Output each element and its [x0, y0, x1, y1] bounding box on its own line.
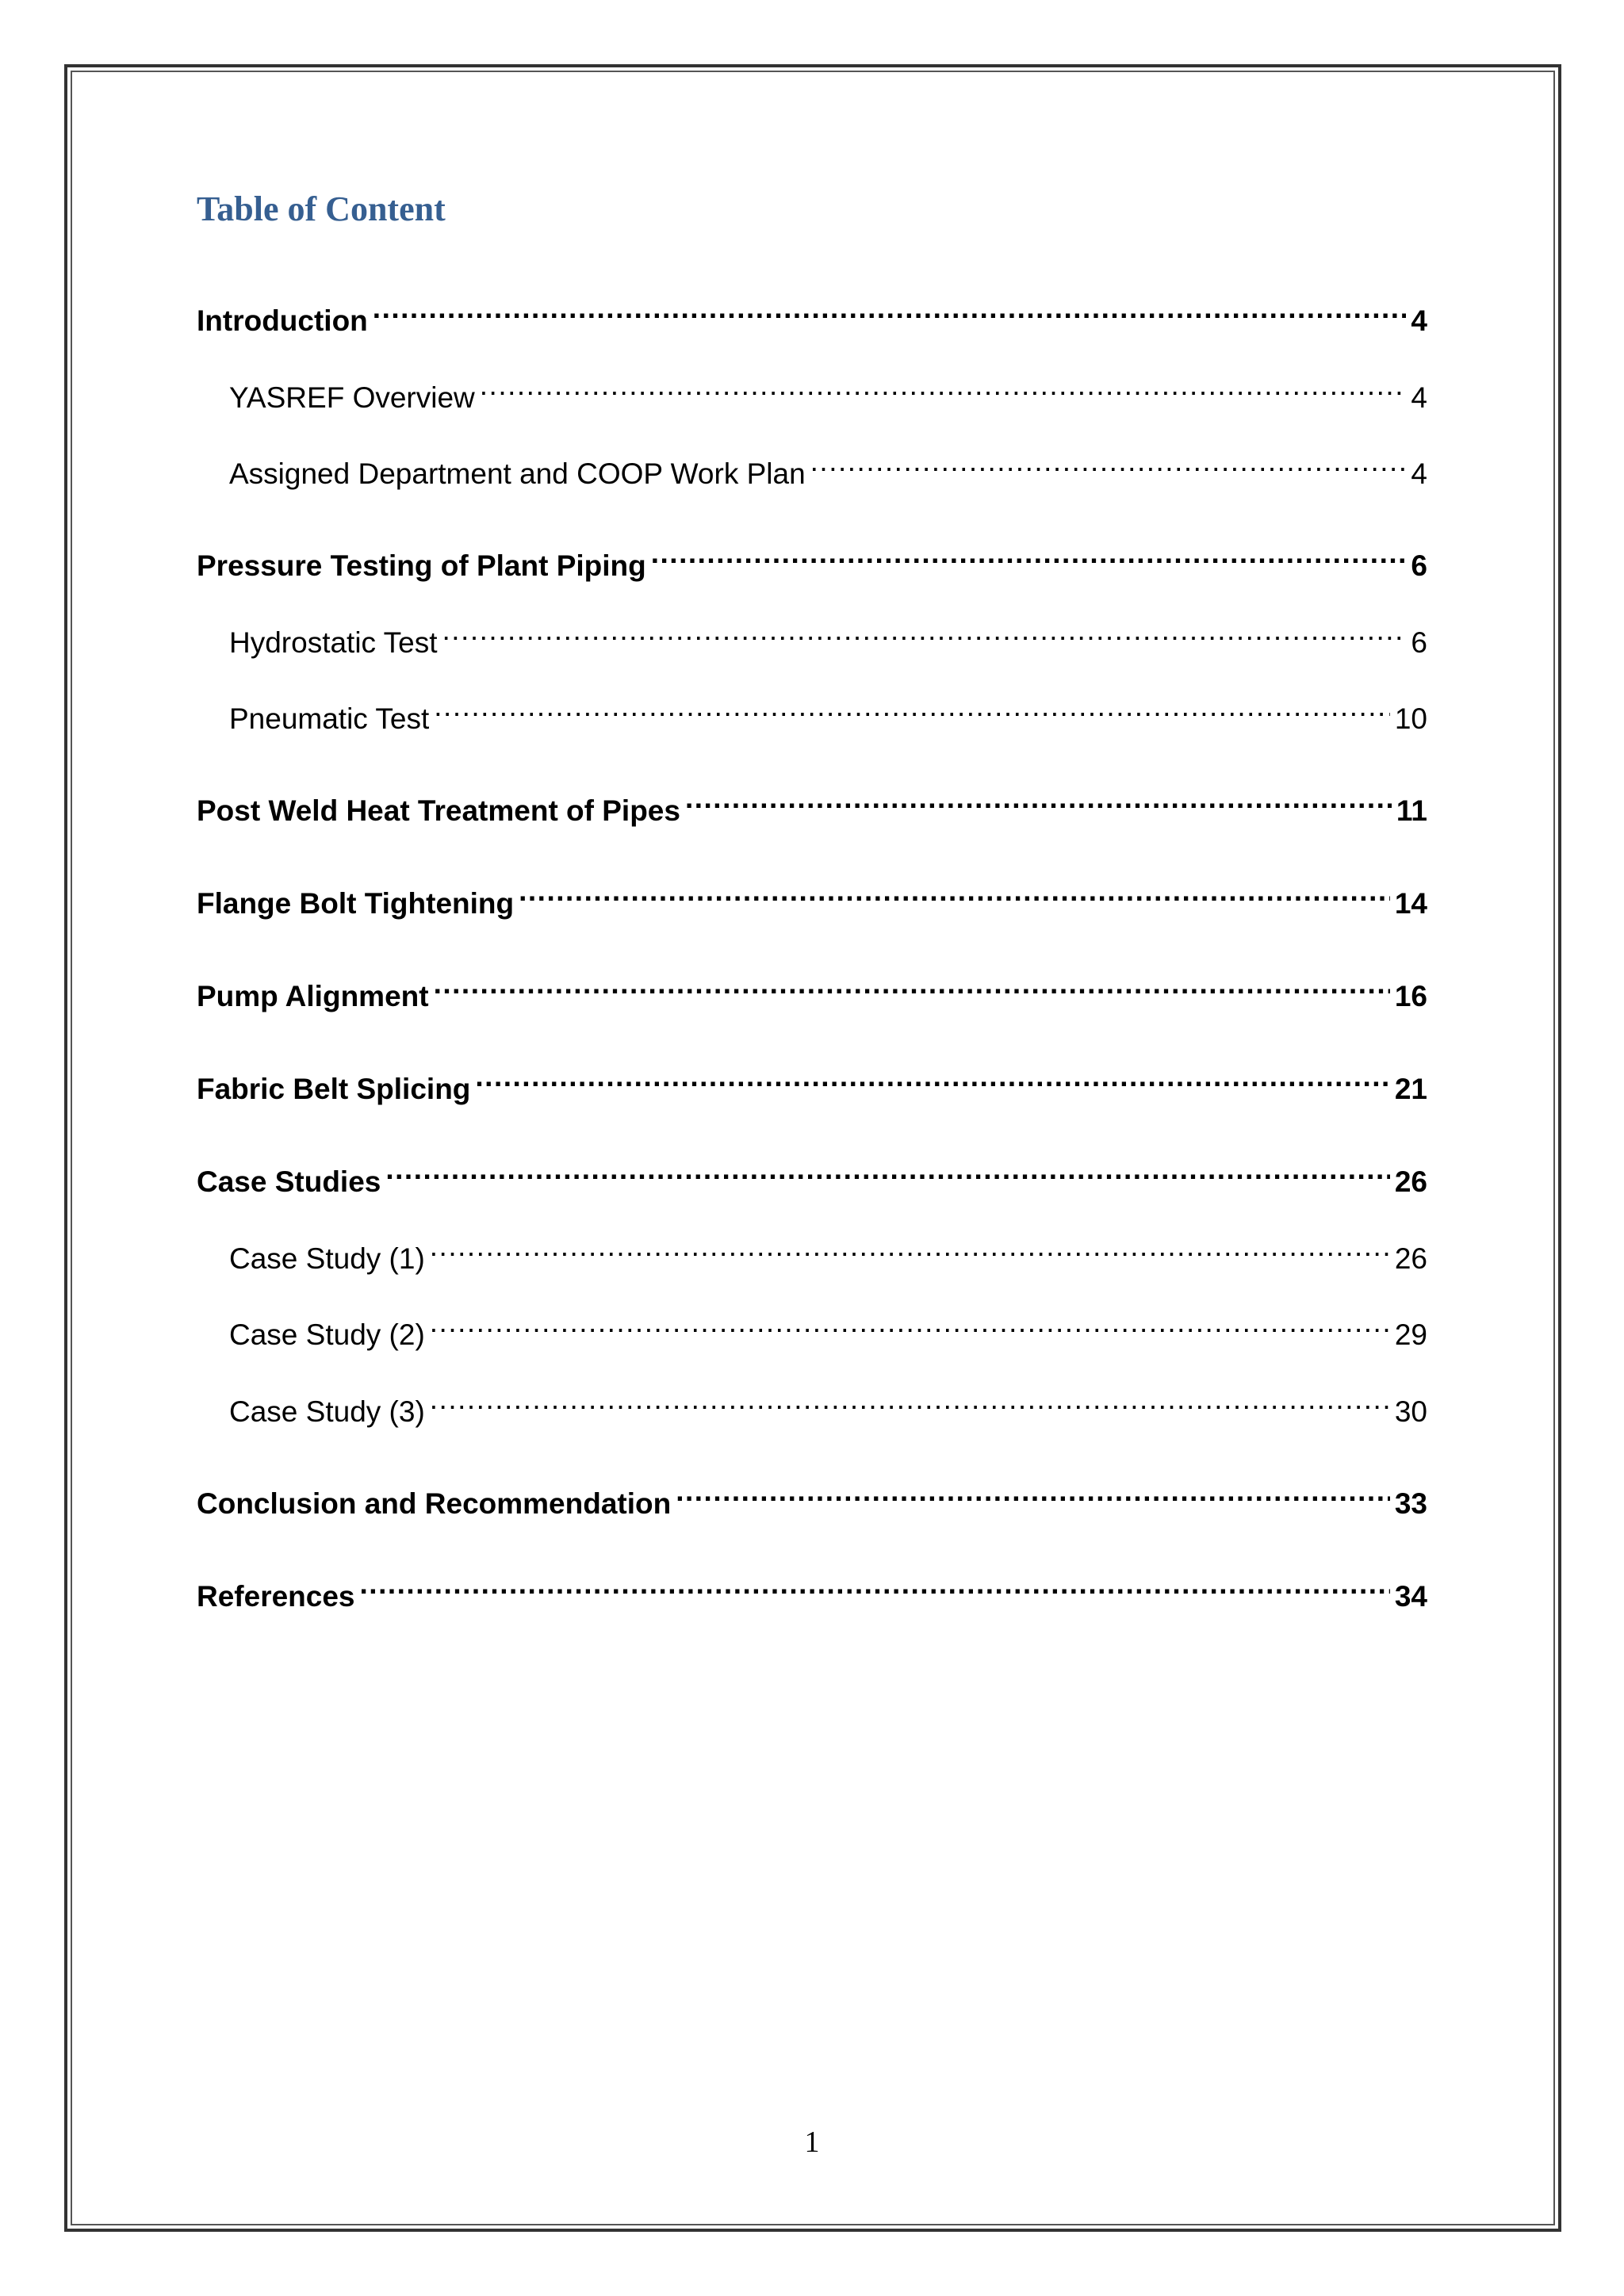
toc-entry-label: Introduction	[197, 304, 368, 337]
toc-entry-assigned-department[interactable]	[197, 444, 1427, 490]
toc-entry-page: 16	[1394, 980, 1427, 1012]
toc-dot-leader	[385, 1152, 1389, 1192]
toc-dot-leader	[810, 444, 1407, 484]
toc-entry-label: Case Study (2)	[229, 1318, 425, 1351]
toc-dot-leader	[434, 966, 1390, 1006]
toc-entry-case-studies[interactable]	[197, 1152, 1427, 1198]
toc-entry-page: 10	[1394, 702, 1427, 735]
toc-entry-conclusion[interactable]	[197, 1474, 1427, 1520]
toc-entry-label: Case Study (3)	[229, 1395, 425, 1428]
toc-dot-leader	[434, 689, 1390, 729]
toc-entry-hydrostatic-test[interactable]	[197, 613, 1427, 659]
toc-entry-case-study-3[interactable]	[197, 1382, 1427, 1428]
toc-entry-page: 11	[1396, 794, 1427, 827]
toc-dot-leader	[430, 1382, 1390, 1422]
toc-dot-leader	[651, 536, 1407, 576]
toc-entry-references[interactable]	[197, 1567, 1427, 1613]
toc-entry-label: Pneumatic Test	[229, 702, 430, 735]
toc-entry-label: Assigned Department and COOP Work Plan	[229, 457, 806, 490]
toc-entry-page: 4	[1411, 381, 1427, 414]
toc-dot-leader	[480, 368, 1407, 408]
toc-entry-label: Pressure Testing of Plant Piping	[197, 549, 646, 582]
toc-entry-case-study-2[interactable]	[197, 1305, 1427, 1351]
toc-entry-page: 26	[1394, 1242, 1427, 1275]
toc-entry-label: Flange Bolt Tightening	[197, 887, 515, 920]
toc-dot-leader	[475, 1059, 1389, 1099]
toc-entry-page: 4	[1411, 457, 1427, 490]
toc-entry-fabric-belt-splicing[interactable]	[197, 1059, 1427, 1105]
toc-entry-pneumatic-test[interactable]	[197, 689, 1427, 735]
toc-entry-introduction[interactable]	[197, 291, 1427, 337]
toc-entry-label: Fabric Belt Splicing	[197, 1073, 471, 1105]
toc-entry-page: 29	[1394, 1318, 1427, 1351]
toc-entry-pump-alignment[interactable]	[197, 966, 1427, 1012]
toc-entry-label: Case Studies	[197, 1165, 381, 1198]
toc-entry-page: 26	[1394, 1165, 1427, 1198]
toc-entry-yasref-overview[interactable]	[197, 368, 1427, 414]
toc-entry-label: Post Weld Heat Treatment of Pipes	[197, 794, 680, 827]
toc-entry-page: 30	[1394, 1395, 1427, 1428]
toc-entry-case-study-1[interactable]	[197, 1229, 1427, 1275]
toc-entry-page: 14	[1394, 887, 1427, 920]
toc-entry-label: Pump Alignment	[197, 980, 429, 1012]
toc-title: Table of Content	[197, 189, 446, 228]
toc-entry-page: 34	[1394, 1580, 1427, 1613]
toc-entry-label: Hydrostatic Test	[229, 626, 438, 659]
toc-entry-label: Case Study (1)	[229, 1242, 425, 1275]
toc-entry-post-weld-heat-treatment[interactable]	[197, 781, 1427, 827]
page-number: 1	[804, 2126, 820, 2159]
toc-dot-leader	[430, 1305, 1390, 1345]
toc-dot-leader	[676, 1474, 1390, 1513]
toc-dot-leader	[519, 874, 1390, 913]
toc-entry-page: 4	[1411, 304, 1427, 337]
toc-entry-page: 6	[1411, 549, 1427, 582]
toc-entry-pressure-testing[interactable]	[197, 536, 1427, 582]
toc-entry-flange-bolt-tightening[interactable]	[197, 874, 1427, 920]
toc-entry-page: 21	[1394, 1073, 1427, 1105]
toc-dot-leader	[373, 291, 1407, 331]
toc-dot-leader	[430, 1229, 1390, 1269]
toc-dot-leader	[442, 613, 1407, 652]
toc-entry-label: References	[197, 1580, 355, 1613]
toc-entry-label: YASREF Overview	[229, 381, 475, 414]
toc-dot-leader	[685, 781, 1392, 821]
toc-entry-label: Conclusion and Recommendation	[197, 1487, 672, 1520]
toc-entry-page: 6	[1411, 626, 1427, 659]
toc-dot-leader	[360, 1567, 1390, 1606]
toc-entry-page: 33	[1394, 1487, 1427, 1520]
